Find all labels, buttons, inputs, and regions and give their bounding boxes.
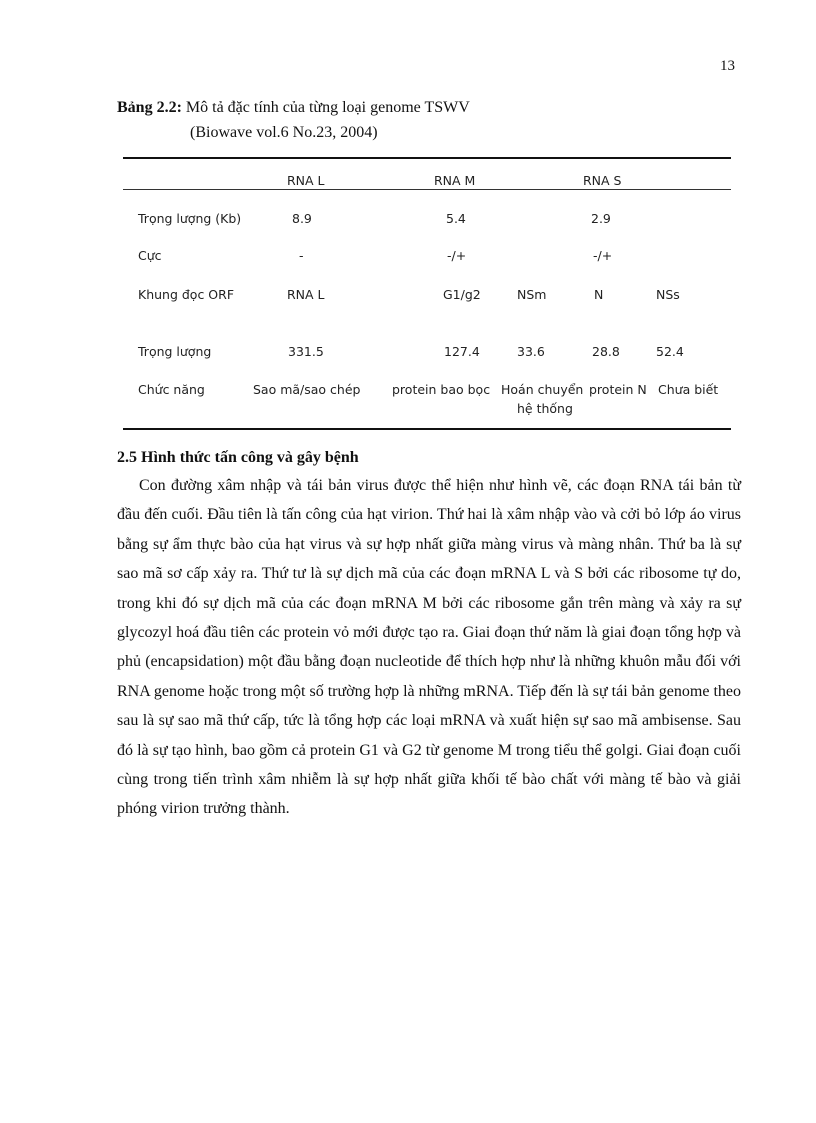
header-rna-m: RNA M [434,173,476,188]
table-caption [117,97,470,119]
row-function-rna-l: Sao mã/sao chép [253,382,361,397]
section-paragraph: Con đường xâm nhập và tái bản virus được thể hiện như hình vẽ, các đoạn RNA tái bản từ đầu đến cuối. Đầu tiên là tấn công của hạt virion. Thứ hai là xâm nhập vào và cởi bỏ lớp áo virus bằng sự ẩm thực bào của hạt virus và sự hợp nhất giữa màng virus và màng nhân. Thứ ba là sự sao mã sơ cấp xảy ra. Thứ tư là sự dịch mã của các đoạn mRNA L và S bởi các ribosome tự do, trong khi đó sự dịch mã của các đoạn mRNA M bởi các ribosome gắn trên màng và xảy ra sự glycozyl hoá đầu tiên các protein vỏ mới được tạo ra. Giai đoạn thứ năm là giai đoạn tổng hợp và phủ (encapsidation) một đầu bằng đoạn nucleotide để thích hợp như là những khuôn mẫu đối với RNA genome hoặc trong một số trường hợp là những mRNA. Tiếp đến là sự tái bản genome theo sau là sự sao mã thứ cấp, tức là tổng hợp các loại mRNA và xuất hiện sự sao mã ambisense. Sau đó là sự tạo hình, bao gồm cả protein G1 và G2 từ genome M trong tiểu thể golgi. Giai đoạn cuối cùng trong tiến trình xâm nhiễm là sự hợp nhất giữa khối tế bào chất với màng tế bào và giải phóng virion trưởng thành. [117,477,741,818]
row-function-m2-line2: hệ thống [517,401,573,416]
row-orf-s1: N [594,287,604,302]
row-polarity-label: Cực [138,248,162,263]
row-polarity-rna-m: -/+ [447,248,467,263]
row-weight-kb-rna-s: 2.9 [591,211,611,226]
row-function-s1: protein N [589,382,647,397]
table-top-rule [123,157,731,159]
row-orf-rna-l: RNA L [287,287,325,302]
row-weight-kb-label: Trọng lượng (Kb) [138,211,242,226]
row-orf-s2: NSs [656,287,680,302]
row-weight-kb-rna-m: 5.4 [446,211,466,226]
row-weight-m1: 127.4 [444,344,480,359]
row-function-label: Chức năng [138,382,205,397]
page-number: 13 [720,58,735,74]
row-weight-label: Trọng lượng [138,344,212,359]
row-polarity-rna-s: -/+ [593,248,613,263]
header-rna-s: RNA S [583,173,622,188]
row-orf-label: Khung đọc ORF [138,287,235,302]
row-function-m1: protein bao bọc [392,382,491,397]
table-header-rule [123,189,731,190]
table-caption-text: Mô tả đặc tính của từng loại genome TSWV [181,99,470,116]
row-weight-s2: 52.4 [656,344,684,359]
row-orf-m2: NSm [517,287,547,302]
table-bottom-rule [123,428,731,430]
table-caption-source: (Biowave vol.6 No.23, 2004) [190,124,378,141]
header-rna-l: RNA L [287,173,325,188]
row-polarity-rna-l: - [299,248,304,263]
row-function-s2: Chưa biết [658,382,719,397]
row-orf-m1: G1/g2 [443,287,481,302]
section-heading: 2.5 Hình thức tấn công và gây bệnh [117,449,359,466]
row-weight-m2: 33.6 [517,344,545,359]
row-function-m2-line1: Hoán chuyển [501,382,584,397]
row-weight-kb-rna-l: 8.9 [292,211,312,226]
row-weight-rna-l: 331.5 [288,344,324,359]
table-caption-label: Bảng 2.2: [117,99,182,116]
row-weight-s1: 28.8 [592,344,620,359]
